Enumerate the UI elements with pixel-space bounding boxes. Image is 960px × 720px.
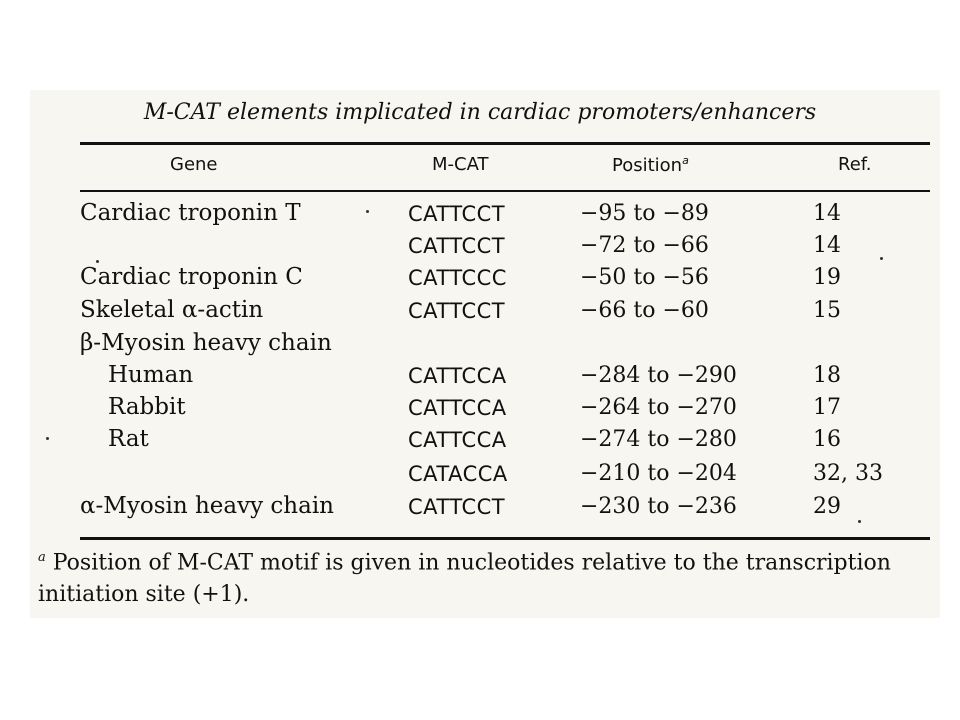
- footnote-text: Position of M-CAT motif is given in nucleotides relative to the transcription initiation site (+1).: [38, 550, 891, 608]
- position-cell: −230 to −236: [580, 494, 737, 519]
- position-cell: −274 to −280: [580, 427, 737, 452]
- mcat-cell: CATTCCT: [408, 234, 506, 258]
- ref-cell: 29: [813, 494, 841, 519]
- position-cell: −95 to −89: [580, 201, 709, 226]
- mcat-cell: CATTCCA: [408, 396, 507, 420]
- column-header-mcat-label: M-CAT: [432, 154, 489, 175]
- footnote-mark: a: [38, 550, 46, 565]
- table-caption: M-CAT elements implicated in cardiac promoters/enhancers: [143, 100, 817, 125]
- gene-cell: Human: [108, 362, 194, 388]
- column-header-gene-label: Gene: [170, 154, 218, 175]
- column-header-ref-label: Ref.: [838, 154, 872, 175]
- mcat-cell: CATTCCT: [408, 202, 506, 226]
- gene-cell: α-Myosin heavy chain: [80, 493, 334, 519]
- table-row: [0, 394, 960, 426]
- scan-speck: [96, 260, 99, 263]
- position-cell: −72 to −66: [580, 233, 709, 258]
- gene-cell: Rabbit: [108, 394, 186, 420]
- table-row: [0, 330, 960, 362]
- scan-speck: [880, 257, 883, 260]
- table-row: [0, 426, 960, 458]
- table-row: [0, 264, 960, 296]
- gene-cell: β-Myosin heavy chain: [80, 330, 332, 356]
- scan-speck: [858, 520, 861, 523]
- mcat-cell: CATACCA: [408, 462, 508, 486]
- top-rule: [80, 142, 930, 145]
- table-row: [0, 362, 960, 394]
- bottom-rule: [80, 537, 930, 540]
- ref-cell: 19: [813, 265, 841, 290]
- column-header-gene: [170, 154, 218, 175]
- mcat-cell: CATTCCT: [408, 299, 506, 323]
- column-header-position: [612, 154, 689, 176]
- mcat-cell: CATTCCA: [408, 364, 507, 388]
- ref-cell: 32, 33: [813, 461, 883, 486]
- ref-cell: 15: [813, 298, 841, 323]
- header-rule: [80, 190, 930, 192]
- position-cell: −66 to −60: [580, 298, 709, 323]
- ref-cell: 17: [813, 395, 841, 420]
- position-cell: −264 to −270: [580, 395, 737, 420]
- position-cell: −284 to −290: [580, 363, 737, 388]
- position-cell: −50 to −56: [580, 265, 709, 290]
- gene-cell: Cardiac troponin C: [80, 264, 303, 290]
- column-header-position-footnote-mark: a: [682, 154, 689, 167]
- gene-cell: Rat: [108, 426, 149, 452]
- ref-cell: 18: [813, 363, 841, 388]
- scan-speck: [366, 210, 369, 213]
- table-footnote: [38, 542, 938, 611]
- table-row: [0, 200, 960, 232]
- column-header-ref: [838, 154, 872, 175]
- table-row: [0, 297, 960, 329]
- column-header-mcat: [432, 154, 489, 175]
- table-row: [0, 493, 960, 525]
- mcat-cell: CATTCCA: [408, 428, 507, 452]
- table-row: [0, 460, 960, 492]
- mcat-cell: CATTCCT: [408, 495, 506, 519]
- mcat-cell: CATTCCC: [408, 266, 507, 290]
- scan-speck: [46, 437, 49, 440]
- table-row: [0, 232, 960, 264]
- ref-cell: 16: [813, 427, 841, 452]
- column-header-position-label: Position: [612, 155, 683, 176]
- position-cell: −210 to −204: [580, 461, 737, 486]
- ref-cell: 14: [813, 201, 841, 226]
- gene-cell: Cardiac troponin T: [80, 200, 301, 226]
- gene-cell: Skeletal α-actin: [80, 297, 264, 323]
- ref-cell: 14: [813, 233, 841, 258]
